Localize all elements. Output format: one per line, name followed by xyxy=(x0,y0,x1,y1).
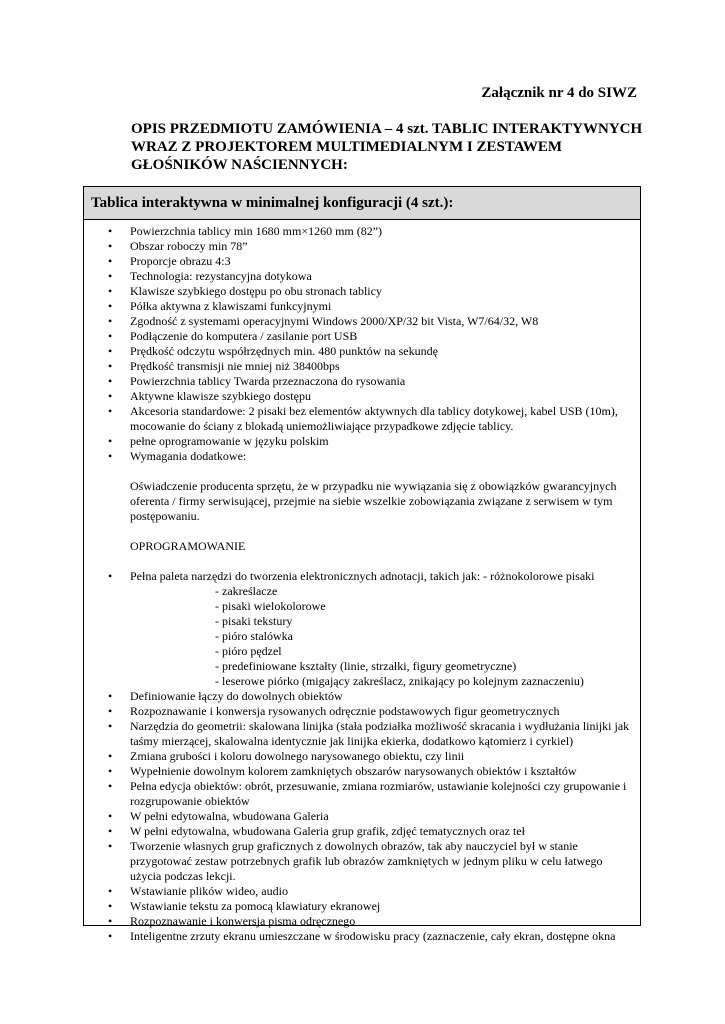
list-item: • Wstawianie tekstu za pomocą klawiatury ekranowej xyxy=(84,899,640,914)
palette-subitem: - pióro stalówka xyxy=(215,629,293,643)
list-item: • Definiowanie łączy do dowolnych obiektów xyxy=(84,689,640,704)
list-item: • Inteligentne zrzuty ekranu umieszczane w środowisku pracy (zaznaczenie, cały ekran, dostępne okna xyxy=(84,929,640,944)
software-heading: OPROGRAMOWANIE xyxy=(130,539,246,553)
list-item: • Rozpoznawanie i konwersja rysowanych odręcznie podstawowych figur geometrycznych xyxy=(84,704,640,719)
list-item: • Rozpoznawanie i konwersja pisma odręcznego xyxy=(84,914,640,929)
list-item: • Tworzenie własnych grup graficznych z dowolnych obrazów, tak aby nauczyciel był w stanie przygotować zestaw potrzebnych grafik lub obrazów zamkniętych w jednym pliku w celu łatwego użycia podczas lekcji. xyxy=(84,839,640,884)
palette-subitem: - leserowe piórko (migający zakreślacz, znikający po kolejnym zaznaczeniu) xyxy=(215,674,584,688)
requirements-list xyxy=(84,224,640,464)
list-item: • Pełna paleta narzędzi do tworzenia elektronicznych adnotacji, takich jak: - różnokolorowe pisaki xyxy=(84,569,640,584)
list-item: • Powierzchnia tablicy Twarda przeznaczona do rysowania xyxy=(84,374,640,389)
section-header: Tablica interaktywna w minimalnej konfiguracji (4 szt.): xyxy=(84,187,640,220)
list-item: • Pełna edycja obiektów: obrót, przesuwanie, zmiana rozmiarów, ustawianie kolejności czy grupowanie i rozgrupowanie obiektów xyxy=(84,779,640,809)
list-item: • Prędkość transmisji nie mniej niż 38400bps xyxy=(84,359,640,374)
list-item: • W pełni edytowalna, wbudowana Galeria grup grafik, zdjęć tematycznych oraz teł xyxy=(84,824,640,839)
list-item: • Półka aktywna z klawiszami funkcyjnymi xyxy=(84,299,640,314)
list-item: • Klawisze szybkiego dostępu po obu stronach tablicy xyxy=(84,284,640,299)
palette-subitem: - pióro pędzel xyxy=(215,644,282,658)
list-item: • Podłączenie do komputera / zasilanie port USB xyxy=(84,329,640,344)
list-item: • Technologia: rezystancyjna dotykowa xyxy=(84,269,640,284)
specification-table xyxy=(83,186,641,943)
palette-subitem: - predefiniowane kształty (linie, strzałki, figury geometryczne) xyxy=(215,659,517,673)
spacer xyxy=(84,464,640,479)
list-item: • W pełni edytowalna, wbudowana Galeria xyxy=(84,809,640,824)
list-item: • Wstawianie plików wideo, audio xyxy=(84,884,640,899)
list-item: • Zgodność z systemami operacyjnymi Windows 2000/XP/32 bit Vista, W7/64/32, W8 xyxy=(84,314,640,329)
list-item: • Aktywne klawisze szybkiego dostępu xyxy=(84,389,640,404)
palette-subitem: - zakreślacze xyxy=(215,584,278,598)
palette-subitem: - pisaki tekstury xyxy=(215,614,293,628)
annex-label: Załącznik nr 4 do SIWZ xyxy=(481,85,637,101)
palette-subitem: - pisaki wielokolorowe xyxy=(215,599,326,613)
list-item: • Proporcje obrazu 4:3 xyxy=(84,254,640,269)
software-features-list xyxy=(84,689,640,944)
document-title: OPIS PRZEDMIOTU ZAMÓWIENIA – 4 szt. TABLIC INTERAKTYWNYCH WRAZ Z PROJEKTOREM MULTIMEDIALNYM I ZESTAWEM GŁOŚNIKÓW NAŚCIENNYCH: xyxy=(131,121,643,173)
list-item: • Wypełnienie dowolnym kolorem zamkniętych obszarów narysowanych obiektów i kształtów xyxy=(84,764,640,779)
spacer xyxy=(84,554,640,569)
list-item: • Akcesoria standardowe: 2 pisaki bez elementów aktywnych dla tablicy dotykowej, kabel USB (10m), mocowanie do ściany z blokadą uniemożliwiające przypadkowe zdjęcie tablicy. xyxy=(84,404,640,434)
software-list xyxy=(84,569,640,584)
list-item: • Prędkość odczytu współrzędnych min. 480 punktów na sekundę xyxy=(84,344,640,359)
list-item: • Narzędzia do geometrii: skalowana linijka (stała podziałka możliwość skracania i wydłużania linijki jak taśmy mierzącej, skalowalna identycznie jak linijka ekierka, dodatkowo kątomierz i cyrkiel) xyxy=(84,719,640,749)
list-item: • pełne oprogramowanie w języku polskim xyxy=(84,434,640,449)
specification-content xyxy=(84,220,640,944)
list-item: • Powierzchnia tablicy min 1680 mm×1260 mm (82”) xyxy=(84,224,640,239)
list-item: • Obszar roboczy min 78” xyxy=(84,239,640,254)
list-item: • Zmiana grubości i koloru dowolnego narysowanego obiektu, czy linii xyxy=(84,749,640,764)
spacer xyxy=(84,524,640,539)
list-item: • Wymagania dodatkowe: xyxy=(84,449,640,464)
declaration-paragraph: Oświadczenie producenta sprzętu, że w przypadku nie wywiązania się z obowiązków gwarancyjnych oferenta / firmy serwisującej, przejmie na siebie wszelkie zobowiązania związane z serwisem w tym postępowaniu. xyxy=(130,479,617,523)
